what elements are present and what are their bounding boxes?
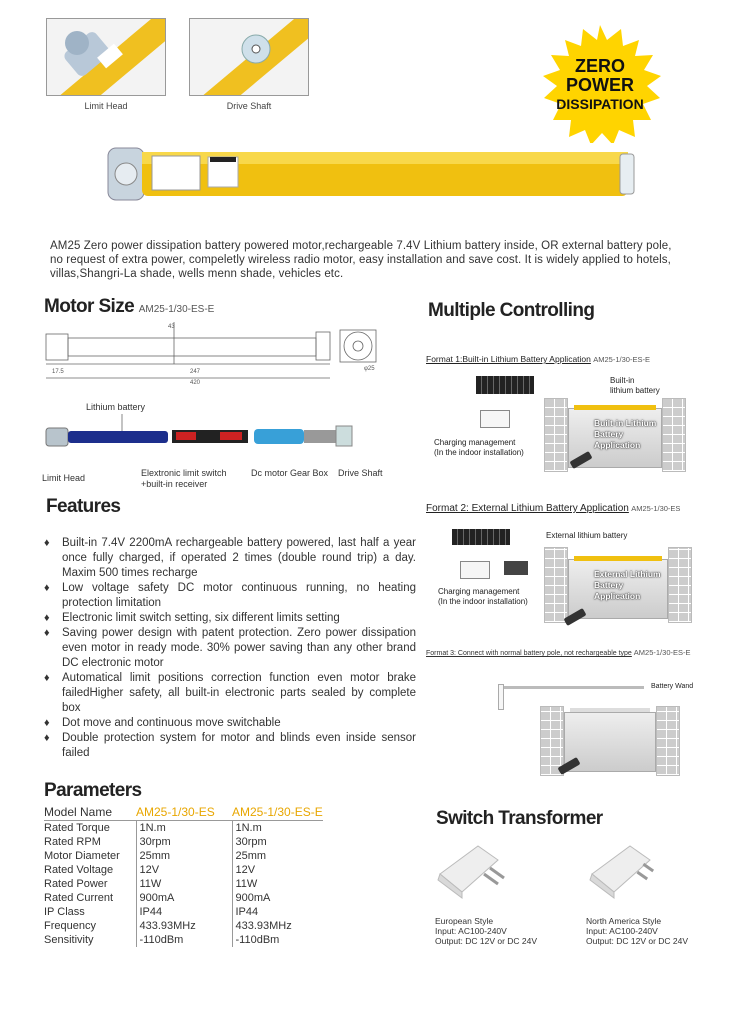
na-adapter-image — [584, 834, 664, 900]
param-value: 433.93MHz — [136, 919, 232, 933]
na-adapter-specs — [586, 916, 688, 946]
format1-charging-line1: Charging management — [434, 438, 516, 447]
zero-power-badge — [535, 25, 665, 143]
param-header-es-e: AM25-1/30-ES-E — [232, 805, 323, 819]
format1-box-text — [594, 418, 656, 451]
intro-paragraph: AM25 Zero power dissipation battery powered motor,rechargeable 7.4V Lithium battery inside, OR external battery pole, no request of extra power, compeletly wireless radio motor, easy installation and save cost. It is widely applied to hotels, villas,Shangri-La shade, wells menn shade, vehicles etc. — [50, 240, 672, 280]
drive-shaft-photo — [189, 18, 309, 96]
label-lithium-battery: Lithium battery — [86, 402, 146, 412]
format1-title-text: Format 1:Built-in Lithium Battery Application — [426, 354, 591, 364]
param-value: -110dBm — [136, 933, 232, 947]
feature-item: ♦ Low voltage safety DC motor continuous running, no heating protection limitation — [44, 581, 416, 611]
solar-panel — [452, 529, 510, 545]
param-name: Sensitivity — [44, 934, 94, 946]
table-row — [44, 891, 323, 905]
badge-line-2: POWER — [565, 75, 634, 95]
param-value: 1N.m — [136, 821, 232, 836]
parameters-heading: Parameters — [44, 780, 142, 801]
param-name: Motor Diameter — [44, 850, 120, 862]
param-name: Rated Current — [44, 892, 114, 904]
format1-title — [426, 354, 650, 364]
parameters-table — [44, 805, 323, 947]
table-row — [44, 933, 323, 947]
param-name: Frequency — [44, 920, 96, 932]
motor-size-heading — [44, 296, 214, 318]
format1-diagram — [430, 372, 692, 480]
format2-charging-label — [438, 587, 528, 607]
brick-wall-left — [544, 547, 568, 623]
feature-item: ♦ Electronic limit switch setting, six different limits setting — [44, 611, 416, 626]
param-value: 25mm — [232, 849, 323, 863]
motor-size-title: Motor Size — [44, 296, 135, 317]
feature-item: ♦ Built-in 7.4V 2200mA rechargeable battery powered, last half a year once fully charged, if operated 2 times (double round trip) a day. Maxim 500 times recharge — [44, 536, 416, 581]
motor-size-model: AM25-1/30-ES-E — [138, 304, 215, 315]
param-value: 12V — [232, 863, 323, 877]
label-electronic-switch-line1: Elextronic limit switch — [141, 468, 227, 478]
feature-item: ♦ Dot move and continuous move switchable — [44, 716, 416, 731]
param-name: Rated Torque — [44, 822, 110, 834]
solar-panel — [476, 376, 534, 394]
na-style: North America Style — [586, 916, 662, 926]
na-output: Output: DC 12V or DC 24V — [586, 936, 689, 946]
param-value: 30rpm — [136, 835, 232, 849]
param-value: 25mm — [136, 849, 232, 863]
switch-transformer-heading: Switch Transformer — [436, 808, 603, 829]
table-row — [44, 821, 323, 836]
label-electronic-switch-line2: +built-in receiver — [141, 479, 208, 489]
param-value: 11W — [136, 877, 232, 891]
drive-shaft-caption: Drive Shaft — [226, 101, 272, 111]
label-limit-head: Limit Head — [42, 473, 86, 483]
feature-item: ♦ Saving power design with patent protection. Zero power dissipation even motor in ready mode. 30% power saving than any other brand DC electronic motor — [44, 626, 416, 671]
badge-line-3: DISSIPATION — [556, 96, 644, 112]
brick-wall-right — [668, 547, 692, 623]
format1-model: AM25-1/30-ES-E — [593, 355, 650, 364]
eu-style: European Style — [435, 916, 494, 926]
table-row — [44, 905, 323, 919]
table-row — [44, 863, 323, 877]
eu-adapter-image — [432, 834, 512, 900]
eu-input: Input: AC100-240V — [435, 926, 507, 936]
table-row — [44, 835, 323, 849]
label-drive-shaft: Drive Shaft — [338, 468, 383, 478]
features-list — [44, 536, 416, 761]
badge-line-1: ZERO — [574, 56, 625, 76]
param-value: 12V — [136, 863, 232, 877]
format3-diagram — [496, 678, 696, 778]
format1-box-line2: Battery — [594, 429, 624, 439]
param-name: Rated RPM — [44, 836, 101, 848]
format3-wand-label: Battery Wand — [651, 683, 694, 690]
format2-model: AM25-1/30-ES — [631, 504, 681, 513]
brick-wall-left — [544, 398, 568, 472]
battery-wand — [504, 686, 644, 689]
format2-title-text: Format 2: External Lithium Battery Application — [426, 503, 629, 514]
param-value: 30rpm — [232, 835, 323, 849]
eu-output: Output: DC 12V or DC 24V — [435, 936, 538, 946]
dim-175: 17.5 — [52, 369, 64, 375]
motor-dimension-drawing — [40, 318, 390, 386]
param-value: -110dBm — [232, 933, 323, 947]
features-heading: Features — [46, 496, 121, 517]
format1-charging-line2: (In the indoor installation) — [434, 448, 524, 457]
format1-battery-line1: Built-in — [610, 376, 635, 385]
format2-box-line1: External Lithium — [594, 569, 661, 579]
format2-title — [426, 503, 680, 514]
dim-diameter: φ25 — [364, 366, 375, 372]
format1-charging-label — [434, 438, 524, 458]
feature-item: ♦ Automatical limit positions correction function even motor brake failedHigher safety, all built-in electronic parts sealed by complete box — [44, 671, 416, 716]
motor-exploded-view — [42, 414, 362, 458]
dim-247: 247 — [190, 369, 201, 375]
brick-wall-right — [656, 706, 680, 776]
param-value: IP44 — [136, 905, 232, 919]
param-value: 1N.m — [232, 821, 323, 836]
format1-box-line3: Application — [594, 440, 641, 450]
dim-420: 420 — [190, 380, 201, 386]
format2-battery-label: External lithium battery — [546, 531, 628, 540]
format3-title — [426, 648, 691, 657]
table-row — [44, 919, 323, 933]
table-row — [44, 877, 323, 891]
limit-head-photo — [46, 18, 166, 96]
param-value: IP44 — [232, 905, 323, 919]
param-header-es: AM25-1/30-ES — [136, 805, 215, 819]
parameters-header-row — [44, 805, 323, 821]
param-value: 11W — [232, 877, 323, 891]
label-gear-box: Gear Box — [290, 468, 329, 478]
dim-43: 43 — [168, 324, 175, 330]
format2-box-line3: Application — [594, 591, 641, 601]
label-dc-motor: Dc motor — [251, 468, 288, 478]
format3-title-text: Format 3: Connect with normal battery pole, not rechargeable type — [426, 650, 632, 657]
format2-charging-line1: Charging management — [438, 587, 520, 596]
param-name: Rated Voltage — [44, 864, 114, 876]
param-header-model: Model Name — [44, 805, 113, 819]
eu-adapter-specs — [435, 916, 537, 946]
limit-head-caption: Limit Head — [84, 101, 128, 111]
param-name: IP Class — [44, 906, 85, 918]
na-input: Input: AC100-240V — [586, 926, 658, 936]
format1-battery-line2: lithium battery — [610, 386, 660, 395]
table-row — [44, 849, 323, 863]
format3-model: AM25-1/30-ES-E — [633, 648, 691, 657]
param-value: 900mA — [232, 891, 323, 905]
format1-box-line1: Built-in Lithium — [594, 418, 657, 428]
motor-photo — [100, 142, 640, 208]
feature-item: ♦ Double protection system for motor and blinds even inside sensor failed — [44, 731, 416, 761]
param-value: 433.93MHz — [232, 919, 323, 933]
multiple-controlling-heading: Multiple Controlling — [428, 300, 595, 321]
format2-diagram — [434, 525, 696, 633]
param-name: Rated Power — [44, 878, 108, 890]
brick-wall-right — [662, 398, 686, 472]
format2-charging-line2: (In the indoor installation) — [438, 597, 528, 606]
format1-battery-label — [610, 376, 660, 396]
label-electronic-switch — [141, 468, 227, 490]
format2-box-text — [594, 569, 661, 602]
format2-box-line2: Battery — [594, 580, 624, 590]
param-value: 900mA — [136, 891, 232, 905]
